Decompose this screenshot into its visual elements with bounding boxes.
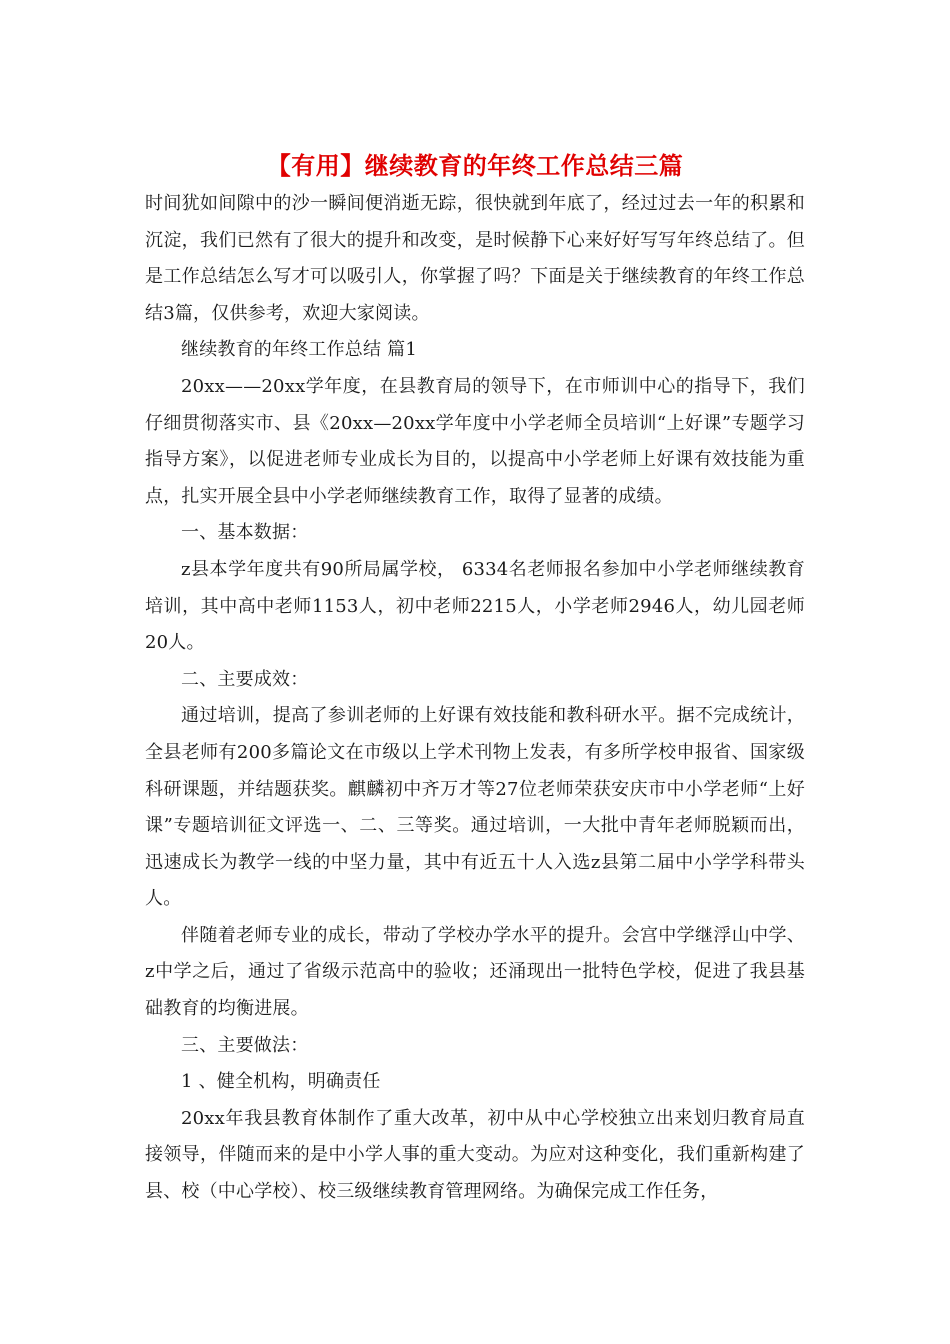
title-bracket-tag: 【有用】 [266,152,365,180]
body-paragraph: z县本学年度共有90所局属学校， 6334名老师报名参加中小学老师继续教育培训，其中高中老师1153人，初中老师2215人，小学老师2946人，幼儿园老师20人。 [145,558,805,654]
body-paragraph: 二、主要成效： [181,668,309,690]
document-body [145,186,805,1211]
body-paragraph: 20xx——20xx学年度，在县教育局的领导下，在市师训中心的指导下，我们仔细贯彻落实市、县《20xx—20xx学年度中小学老师全员培训“上好课”专题学习指导方案》，以促进老师专业成长为目的，以提高中小学老师上好课有效技能为重点，扎实开展全县中小学老师继续教育工作，取得了显著的成绩。 [145,375,805,507]
body-paragraph: 伴随着老师专业的成长，带动了学校办学水平的提升。会宫中学继浮山中学、z中学之后，通过了省级示范高中的验收；还涌现出一批特色学校，促进了我县基础教育的均衡进展。 [145,924,805,1020]
title-text: 继续教育的年终工作总结三篇 [364,152,684,180]
body-paragraph: 1 、健全机构，明确责任 [181,1071,381,1093]
body-paragraph: 三、主要做法： [181,1034,309,1056]
body-paragraph: 时间犹如间隙中的沙一瞬间便消逝无踪，很快就到年底了，经过过去一年的积累和沉淀，我们已然有了很大的提升和改变，是时候静下心来好好写写年终总结了。但是工作总结怎么写才可以吸引人，你掌握了吗？下面是关于继续教育的年终工作总结3篇，仅供参考，欢迎大家阅读。 [145,193,805,324]
document-title [145,148,805,184]
body-paragraph: 一、基本数据： [181,522,309,544]
body-paragraph: 继续教育的年终工作总结 篇1 [181,339,417,361]
body-paragraph: 通过培训，提高了参训老师的上好课有效技能和教科研水平。据不完成统计，全县老师有200多篇论文在市级以上学术刊物上发表，有多所学校申报省、国家级科研课题，并结题获奖。麒麟初中齐万才等27位老师荣获安庆市中小学老师“上好课”专题培训征文评选一、二、三等奖。通过培训，一大批中青年老师脱颖而出，迅速成长为教学一线的中坚力量，其中有近五十人入选z县第二届中小学学科带头人。 [145,705,805,910]
body-paragraph: 20xx年我县教育体制作了重大改革，初中从中心学校独立出来划归教育局直接领导，伴随而来的是中小学人事的重大变动。为应对这种变化，我们重新构建了县、校（中心学校）、校三级继续教育管理网络。为确保完成工作任务， [145,1107,805,1203]
document-page [145,148,805,1211]
